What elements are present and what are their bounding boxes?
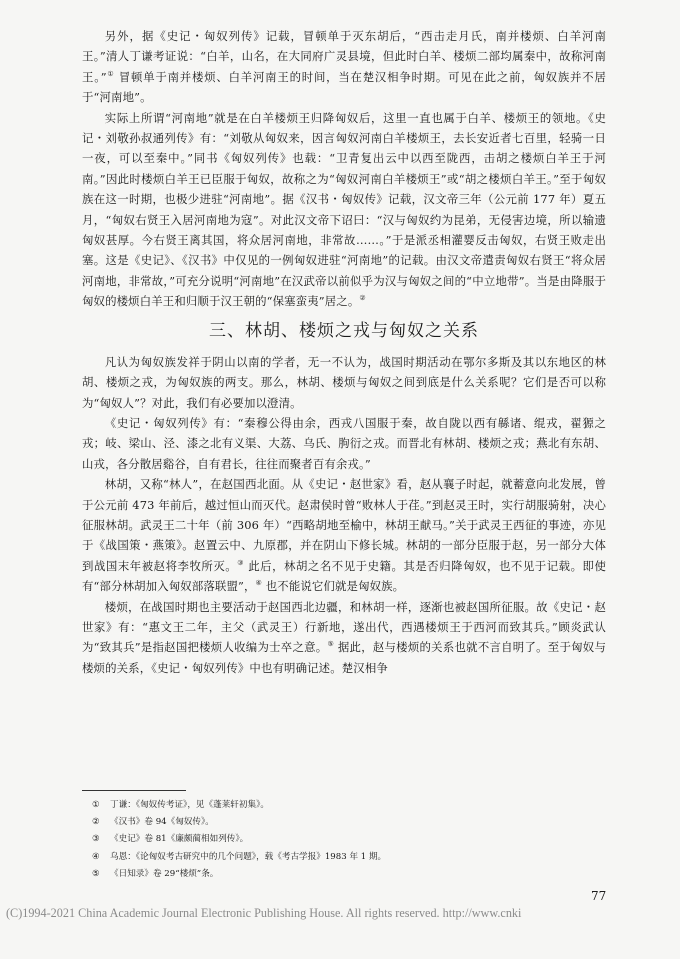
footnote-ref-1[interactable]: ① <box>106 70 115 79</box>
footnote-1 <box>82 797 606 814</box>
footnote-4 <box>82 849 606 866</box>
paragraph-5-text: 林胡，又称“林人”，在赵国西北面。从《史记・赵世家》看，赵从襄子时起，就蓄意向北发展，曾于公元前 473 年前后，越过恒山而灭代。赵肃侯时曾“败林人于荏。”到赵灵王时，实行胡服骑射，决心征服林胡。武灵王二十年（前 306 年）“西略胡地至榆中，林胡王献马。”关于武灵王西征的事迹，亦见于《战国策・燕策》。赵置云中、九原郡，并在阴山下修长城。林胡的一部分臣服于赵，另一部分大体到战国末年被赵将李牧所灭。 <box>82 477 606 573</box>
footnote-text: 乌恩：《论匈奴考古研究中的几个问题》，载《考古学报》1983 年 1 期。 <box>110 851 387 862</box>
footnote-text: 《日知录》卷 29“楼烦”条。 <box>110 868 219 879</box>
footnote-5 <box>82 866 606 883</box>
footnote-ref-2[interactable]: ② <box>359 294 366 303</box>
paragraph-2-text: 实际上所谓“河南地”就是在白羊楼烦王归降匈奴后，这里一直也属于白羊、楼烦王的领地。《史记・刘敬孙叔通列传》有：“刘敬从匈奴来，因言匈奴河南白羊楼烦王，去长安近者七百里，轻骑一日一夜，可以至秦中。”同书《匈奴列传》也载：“卫青复出云中以西至陇西，击胡之楼烦白羊王于河南。”因此时楼烦白羊王已臣服于匈奴，故称之为“匈奴河南白羊楼烦王”或“胡之楼烦白羊王。”至于匈奴族在这一时期，也极少进驻“河南地”。据《汉书・匈奴传》记载，汉文帝三年（公元前 177 年）夏五月，“匈奴右贤王入居河南地为寇”。对此汉文帝下诏曰：“汉与匈奴约为昆弟，无侵害边境，所以输遗匈奴甚厚。今右贤王离其国，将众居河南地，非常故……。”于是派丞相灌婴反击匈奴，右贤王败走出塞。这是《史记》、《汉书》中仅见的一例匈奴进驻“河南地”的记载。由汉文帝遣责匈奴右贤王“将众居河南地，非常故，”可充分说明“河南地”在汉武帝以前似乎为汉与匈奴之间的“中立地带”。当是由降服于匈奴的楼烦白羊王和归顺于汉王朝的“保塞蛮夷”居之。 <box>82 110 606 309</box>
paragraph-6-tail: 据此，赵与楼烦的关系也就不言自明了。至于匈奴与楼烦的关系，《史记・匈奴列传》中也有明确记述。楚汉相争 <box>82 640 606 675</box>
paragraph-2 <box>82 108 606 312</box>
paragraph-1 <box>82 26 606 108</box>
footnote-text: 丁谦：《匈奴传考证》，见《蓬莱轩初集》。 <box>110 800 269 810</box>
footnotes <box>82 790 606 883</box>
footnote-number: ① <box>92 800 100 810</box>
footnote-number: ⑤ <box>92 868 100 879</box>
footnote-number: ③ <box>92 834 100 845</box>
paragraph-4 <box>82 413 606 474</box>
page-body <box>82 26 606 678</box>
page-number: 77 <box>591 889 607 903</box>
footnote-3 <box>82 831 606 848</box>
paragraph-4-text: 《史记・匈奴列传》有：“秦穆公得由余，西戎八国服于秦，故自陇以西有緜诸、绲戎，翟獂之戎；岐、梁山、泾、漆之北有义渠、大荔、乌氏、朐衍之戎。而晋北有林胡、楼烦之戎；燕北有东胡、山戎，各分散居谿谷，自有君长，往往而聚者百有余戎。” <box>82 415 606 471</box>
paragraph-3 <box>82 352 606 413</box>
paragraph-1-tail: 冒顿单于南并楼烦、白羊河南王的时间，当在楚汉相争时期。可见在此之前，匈奴族并不居于“河南地”。 <box>82 69 606 105</box>
footnote-rule <box>82 790 186 791</box>
paragraph-6-text: 楼烦，在战国时期也主要活动于赵国西北边疆，和林胡一样，逐渐也被赵国所征服。故《史记・赵世家》有：“惠文王二年，主父（武灵王）行新地，遂出代，西遇楼烦王于西河而致其兵。”顾炎武认为“致其兵”是指赵国把楼烦人收编为士卒之意。 <box>82 599 606 655</box>
footnote-number: ② <box>92 817 100 828</box>
footnote-number: ④ <box>92 851 100 862</box>
section-title: 三、林胡、楼烦之戎与匈奴之关系 <box>209 320 479 341</box>
paragraph-6 <box>82 597 606 679</box>
footnote-ref-3[interactable]: ③ <box>237 558 245 567</box>
copyright-watermark: (C)1994-2021 China Academic Journal Electronic Publishing House. All rights reserved. http://www.cnki <box>6 906 522 920</box>
footnote-ref-5[interactable]: ⑤ <box>327 640 334 649</box>
paragraph-3-text: 凡认为匈奴族发祥于阴山以南的学者，无一不认为，战国时期活动在鄂尔多斯及其以东地区的林胡、楼烦之戎，为匈奴族的两支。那么，林胡、楼烦与匈奴之间到底是什么关系呢？它们是否可以称为“匈奴人”？对此，我们有必要加以澄清。 <box>82 354 606 410</box>
paragraph-5 <box>82 474 606 596</box>
paragraph-1-text: 另外，据《史记・匈奴列传》记载，冒顿单于灭东胡后，“西击走月氏，南并楼烦、白羊河南王。”清人丁谦考证说：“白羊，山名，在大同府广灵县境，但此时白羊、楼烦二部均属秦中，故称河南王。” <box>82 29 606 84</box>
footnote-text: 《汉书》卷 94《匈奴传》。 <box>110 817 214 828</box>
footnote-text: 《史记》卷 81《廉颇蔺相如列传》。 <box>110 834 249 845</box>
paragraph-5-tail: 此后，林胡之名不见于史籍。其是否归降匈奴，也不见于记载。即使有“部分林胡加入匈奴部落联盟”， <box>82 558 606 594</box>
footnote-ref-4[interactable]: ④ <box>255 579 262 588</box>
footnote-2 <box>82 814 606 831</box>
paragraph-5-tail2: 也不能说它们就是匈奴族。 <box>261 579 405 594</box>
